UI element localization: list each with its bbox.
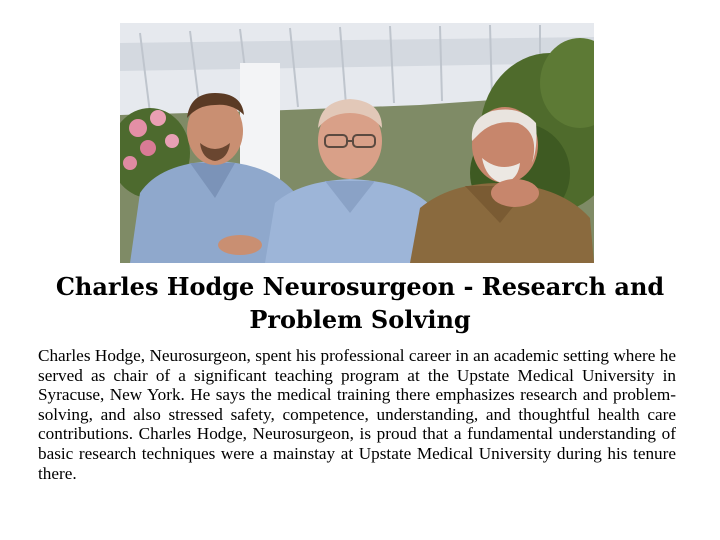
slide-photo [120,23,594,263]
photo-illustration [120,23,594,263]
slide-body-text: Charles Hodge, Neurosurgeon, spent his professional career in an academic setting where he served as chair of a significant teaching program at the Upstate Medical University in Syracuse, New York. He says the medical training there emphasizes research and problem-solving, and also stressed safety, competence, understanding, and thoughtful health care contributions. Charles Hodge, Neurosurgeon, is proud that a fundamental understanding of basic research techniques were a mainstay at Upstate Medical University during his tenure there. [38,346,676,483]
slide-title: Charles Hodge Neurosurgeon - Research and Problem Solving [55,272,665,334]
